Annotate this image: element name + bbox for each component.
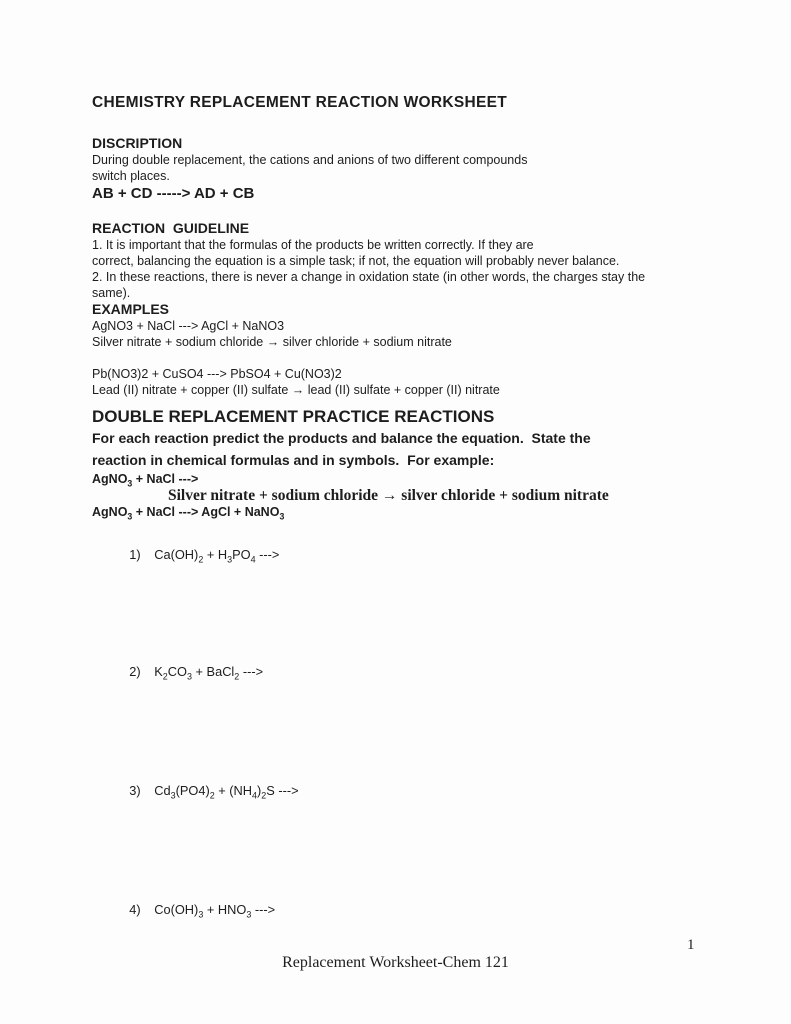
formula-segment: Ca(OH) xyxy=(154,547,199,562)
formula-subscript: 2 xyxy=(198,554,204,565)
description-body xyxy=(92,152,752,184)
formula-subscript: 3 xyxy=(127,511,133,522)
formula-subscript: 2 xyxy=(261,790,267,801)
formula-segment: ) xyxy=(257,783,262,798)
formula-segment: + NaCl ---> xyxy=(132,472,199,486)
page-number: 1 xyxy=(687,937,695,953)
practice-heading: DOUBLE REPLACEMENT PRACTICE REACTIONS xyxy=(92,407,495,426)
description-line: switch places. xyxy=(92,169,170,183)
guideline-line: same). xyxy=(92,286,131,300)
problem-row-1 xyxy=(115,531,279,579)
formula-segment: + (NH xyxy=(214,783,253,798)
formula-segment: AgNO xyxy=(92,472,128,486)
problem-formula xyxy=(154,902,276,920)
example-pair-1 xyxy=(92,318,752,350)
guideline-line: 2. In these reactions, there is never a change in oxidation state (in other words, the charges stay the xyxy=(92,270,646,284)
problem-number: 3) xyxy=(129,783,141,798)
formula-subscript: 3 xyxy=(170,790,176,801)
problem-number: 4) xyxy=(129,902,141,917)
formula-segment: + BaCl xyxy=(191,664,235,679)
formula-subscript: 4 xyxy=(252,790,258,801)
formula-segment: S ---> xyxy=(266,783,299,798)
problem-formula xyxy=(154,547,280,565)
page-title: CHEMISTRY REPLACEMENT REACTION WORKSHEET xyxy=(92,94,508,111)
formula-segment: ---> xyxy=(251,902,276,917)
formula-segment: + H xyxy=(203,547,228,562)
practice-example-words: Silver nitrate + sodium chloride → silver chloride + sodium nitrate xyxy=(168,487,609,504)
formula-segment: ---> xyxy=(255,547,280,562)
instruction-line: For each reaction predict the products and balance the equation. State the xyxy=(92,430,591,446)
footer-text: Replacement Worksheet-Chem 121 xyxy=(282,954,509,971)
problem-formula xyxy=(154,664,264,682)
formula-segment: CO xyxy=(167,664,187,679)
formula-subscript: 4 xyxy=(250,554,256,565)
formula-segment: Cd xyxy=(154,783,171,798)
example-words: Lead (II) nitrate + copper (II) sulfate → lead (II) sulfate + copper (II) nitrate xyxy=(92,383,500,397)
formula-subscript: 2 xyxy=(209,790,215,801)
formula-segment: K xyxy=(154,664,163,679)
example-words: Silver nitrate + sodium chloride → silver chloride + sodium nitrate xyxy=(92,335,452,349)
example-pair-2 xyxy=(92,366,752,398)
practice-instructions xyxy=(92,427,752,471)
example-formula: Pb(NO3)2 + CuSO4 ---> PbSO4 + Cu(NO3)2 xyxy=(92,367,342,381)
practice-example-answer xyxy=(92,504,752,520)
problem-number: 1) xyxy=(129,547,141,562)
problem-row-4 xyxy=(115,886,275,934)
formula-subscript: 3 xyxy=(246,909,252,920)
problem-row-2 xyxy=(115,648,263,696)
instruction-line: reaction in chemical formulas and in symbols. For example: xyxy=(92,452,495,468)
description-heading: DISCRIPTION xyxy=(92,135,183,151)
formula-subscript: 3 xyxy=(127,478,133,489)
formula-segment: (PO4) xyxy=(175,783,210,798)
formula-segment: ---> xyxy=(239,664,264,679)
problem-formula xyxy=(154,783,299,801)
formula-subscript: 3 xyxy=(198,909,204,920)
problem-number: 2) xyxy=(129,664,141,679)
spacer xyxy=(92,350,752,366)
guideline-body xyxy=(92,237,752,301)
formula-subscript: 2 xyxy=(234,671,240,682)
problem-row-3 xyxy=(115,767,299,815)
formula-segment: + HNO xyxy=(203,902,247,917)
formula-subscript: 3 xyxy=(186,671,192,682)
examples-heading: EXAMPLES xyxy=(92,301,170,317)
page-content xyxy=(92,0,752,520)
formula-subscript: 3 xyxy=(279,511,285,522)
formula-subscript: 2 xyxy=(162,671,168,682)
practice-example-start xyxy=(92,471,752,487)
formula-segment: Co(OH) xyxy=(154,902,199,917)
guideline-line: 1. It is important that the formulas of the products be written correctly. If they are xyxy=(92,238,534,252)
general-equation: AB + CD -----> AD + CB xyxy=(92,185,255,202)
example-formula: AgNO3 + NaCl ---> AgCl + NaNO3 xyxy=(92,319,285,333)
guideline-heading: REACTION GUIDELINE xyxy=(92,220,250,236)
description-line: During double replacement, the cations and anions of two different compounds xyxy=(92,153,528,167)
formula-subscript: 3 xyxy=(227,554,233,565)
formula-segment: PO xyxy=(232,547,251,562)
guideline-line: correct, balancing the equation is a simple task; if not, the equation will probably never balance. xyxy=(92,254,620,268)
formula-segment: + NaCl ---> AgCl + NaNO xyxy=(132,505,280,519)
formula-segment: AgNO xyxy=(92,505,128,519)
